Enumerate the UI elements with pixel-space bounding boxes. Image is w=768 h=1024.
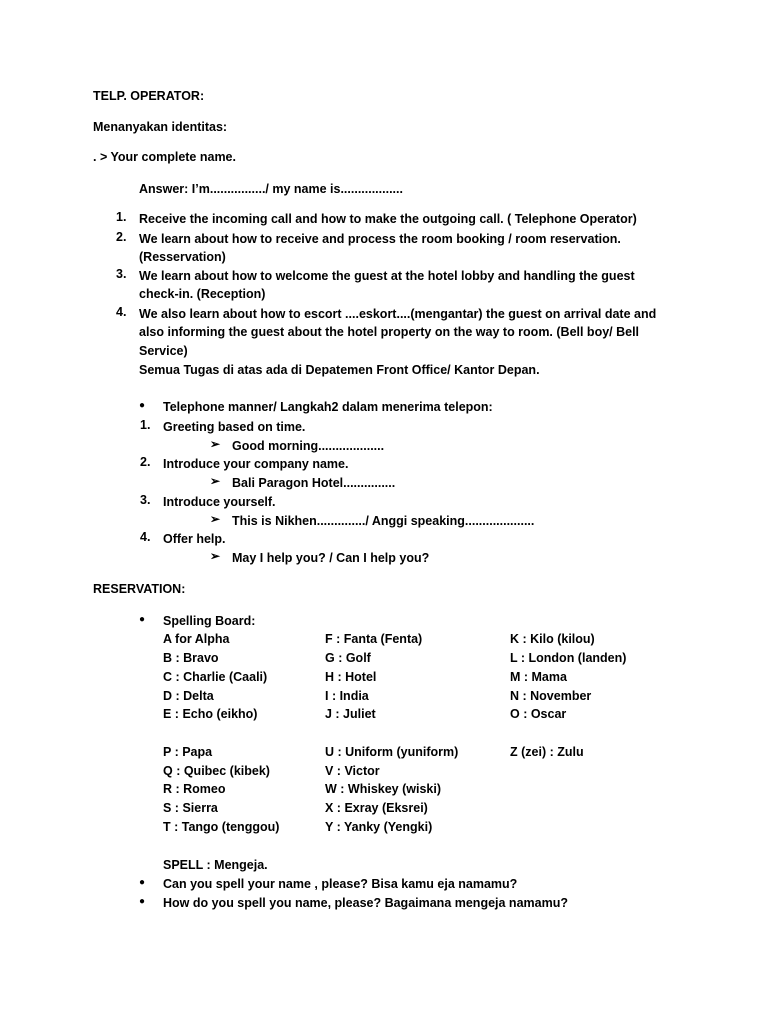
spelling-entry: Z (zei) : Zulu [510, 745, 584, 759]
identity-title: Menanyakan identitas: [93, 120, 228, 134]
duty-number: 2. [116, 230, 127, 244]
step-text: Introduce your company name. [163, 457, 349, 471]
spelling-entry: V : Victor [325, 764, 380, 778]
section-heading-reservation: RESERVATION: [93, 582, 186, 596]
step-example: Bali Paragon Hotel............... [232, 476, 396, 490]
bullet-dot-icon: ● [139, 877, 146, 888]
spelling-entry: N : November [510, 689, 592, 703]
spelling-entry: A for Alpha [163, 632, 230, 646]
duty-text: check-in. (Reception) [139, 287, 266, 301]
spelling-entry: Y : Yanky (Yengki) [325, 820, 433, 834]
duty-text: We learn about how to welcome the guest at the hotel lobby and handling the guest [139, 269, 635, 283]
step-number: 3. [140, 493, 151, 507]
spelling-entry: T : Tango (tenggou) [163, 820, 280, 834]
spelling-entry: S : Sierra [163, 801, 218, 815]
bullet-dot-icon: ● [139, 896, 146, 907]
step-text: Greeting based on time. [163, 420, 306, 434]
spelling-entry: M : Mama [510, 670, 567, 684]
duty-number: 1. [116, 210, 127, 224]
duty-number: 3. [116, 267, 127, 281]
spelling-entry: R : Romeo [163, 782, 226, 796]
duty-text: also informing the guest about the hotel property on the way to room. (Bell boy/ Bell [139, 325, 640, 339]
manner-title: Telephone manner/ Langkah2 dalam menerima telepon: [163, 400, 493, 414]
identity-item: . > Your complete name. [93, 150, 236, 164]
duty-note: Semua Tugas di atas ada di Depatemen Front Office/ Kantor Depan. [139, 363, 540, 377]
spelling-entry: E : Echo (eikho) [163, 707, 258, 721]
step-example: This is Nikhen............../ Anggi speaking.................... [232, 514, 535, 528]
spelling-entry: H : Hotel [325, 670, 377, 684]
step-number: 4. [140, 530, 151, 544]
spelling-board-title: Spelling Board: [163, 614, 256, 628]
duty-text: Service) [139, 344, 188, 358]
spell-definition: SPELL : Mengeja. [163, 858, 268, 872]
spelling-entry: I : India [325, 689, 369, 703]
step-number: 2. [140, 455, 151, 469]
spelling-entry: X : Exray (Eksrei) [325, 801, 428, 815]
step-text: Introduce yourself. [163, 495, 276, 509]
spelling-entry: K : Kilo (kilou) [510, 632, 595, 646]
duty-text: (Resservation) [139, 250, 226, 264]
step-number: 1. [140, 418, 151, 432]
bullet-dot-icon: ● [139, 400, 146, 411]
step-example: Good morning................... [232, 439, 385, 453]
duty-text: We also learn about how to escort ....eskort....(mengantar) the guest on arrival date and [139, 307, 657, 321]
spelling-entry: F : Fanta (Fenta) [325, 632, 423, 646]
spelling-entry: D : Delta [163, 689, 214, 703]
spelling-entry: Q : Quibec (kibek) [163, 764, 270, 778]
duty-number: 4. [116, 305, 127, 319]
bullet-dot-icon: ● [139, 614, 146, 625]
spelling-entry: U : Uniform (yuniform) [325, 745, 459, 759]
spelling-entry: P : Papa [163, 745, 213, 759]
spelling-entry: C : Charlie (Caali) [163, 670, 268, 684]
answer-line: Answer: I’m................/ my name is.................. [139, 182, 403, 196]
step-text: Offer help. [163, 532, 226, 546]
question-item: Can you spell your name , please? Bisa kamu eja namamu? [163, 877, 518, 891]
duty-text: Receive the incoming call and how to make the outgoing call. ( Telephone Operator) [139, 212, 637, 226]
arrowhead-icon: ➢ [210, 549, 221, 563]
spelling-entry: W : Whiskey (wiski) [325, 782, 441, 796]
arrowhead-icon: ➢ [210, 437, 221, 451]
section-heading-telp-operator: TELP. OPERATOR: [93, 89, 205, 103]
step-example: May I help you? / Can I help you? [232, 551, 430, 565]
spelling-entry: L : London (landen) [510, 651, 627, 665]
question-item: How do you spell you name, please? Bagaimana mengeja namamu? [163, 896, 568, 910]
spelling-entry: G : Golf [325, 651, 371, 665]
spelling-entry: O : Oscar [510, 707, 567, 721]
arrowhead-icon: ➢ [210, 512, 221, 526]
spelling-entry: B : Bravo [163, 651, 219, 665]
spelling-entry: J : Juliet [325, 707, 376, 721]
duty-text: We learn about how to receive and process the room booking / room reservation. [139, 232, 621, 246]
arrowhead-icon: ➢ [210, 474, 221, 488]
